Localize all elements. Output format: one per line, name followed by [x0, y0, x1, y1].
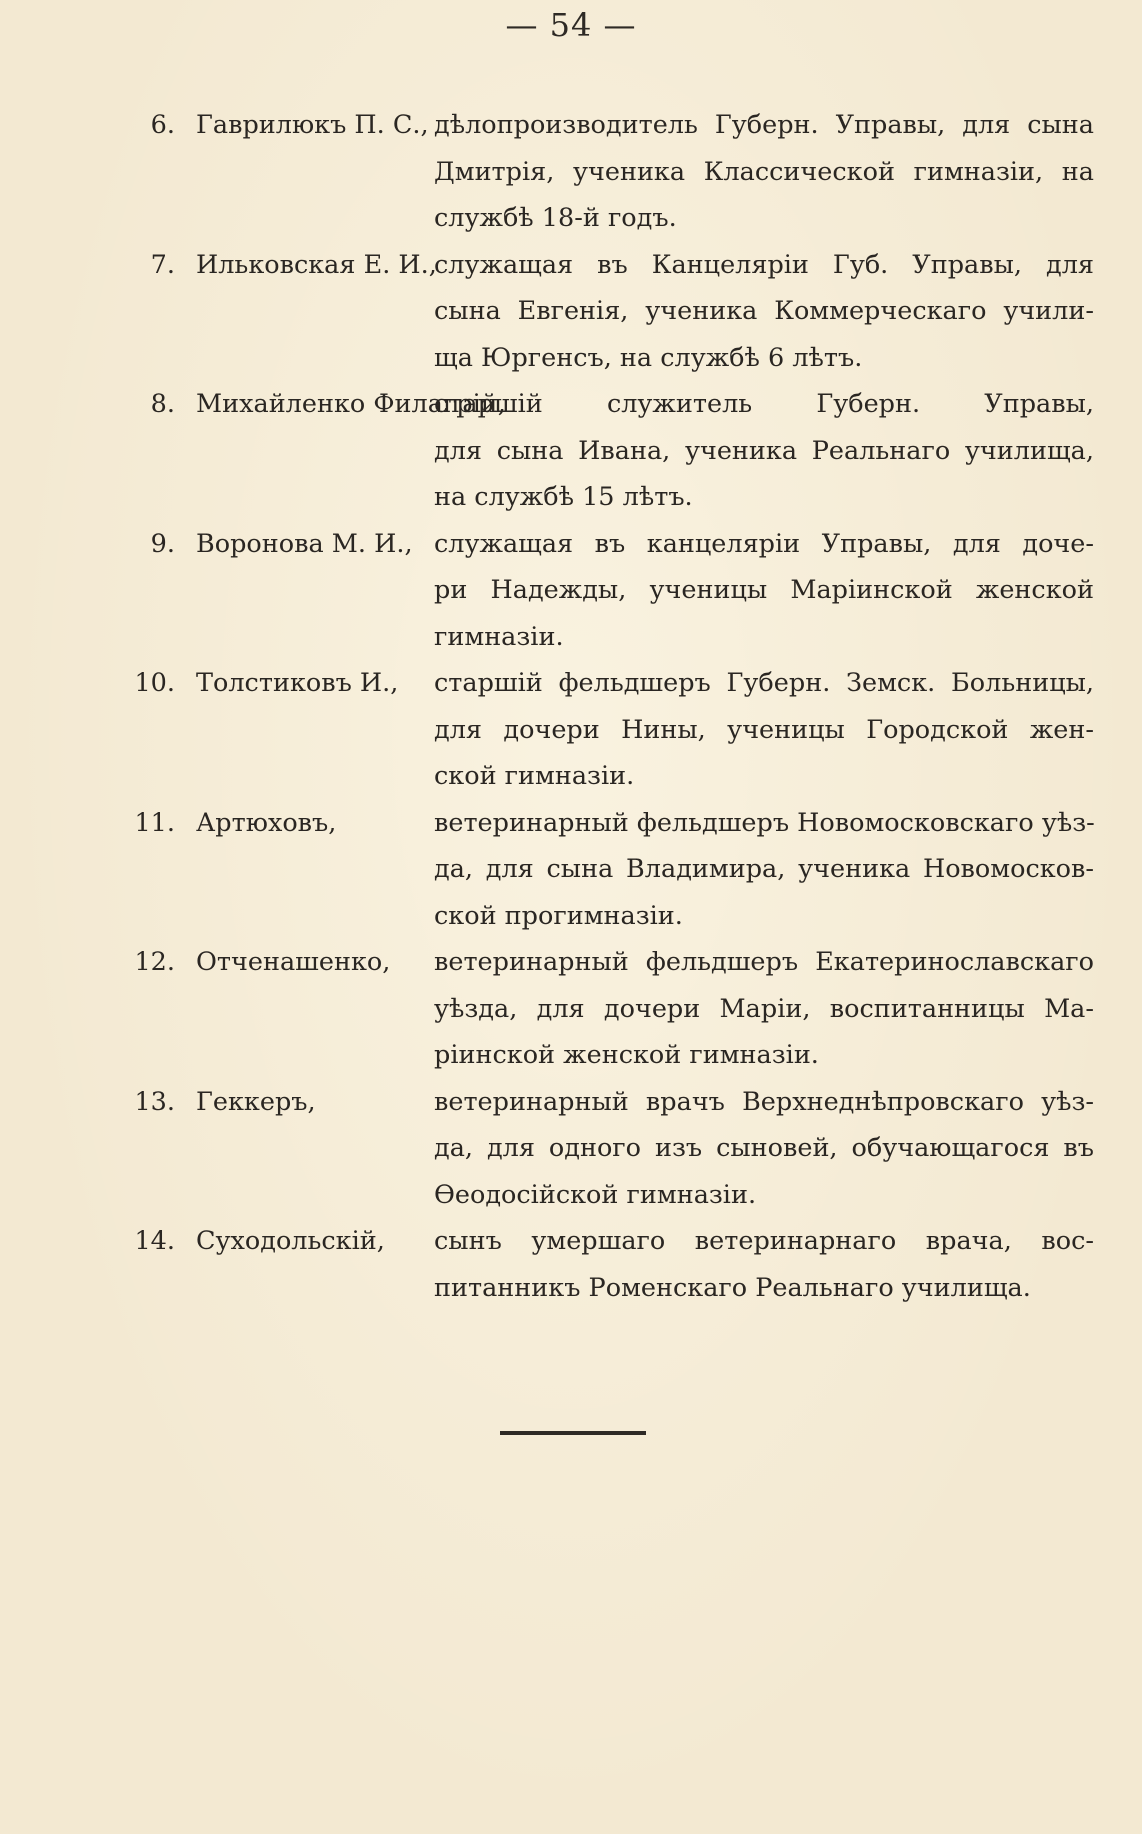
entry-line	[0, 428, 1142, 475]
entry-number: 10.	[134, 668, 175, 698]
entry-line	[0, 846, 1142, 893]
entry-line	[0, 474, 1142, 521]
entry-line	[0, 567, 1142, 614]
list-item	[0, 102, 1142, 242]
entry-line	[0, 521, 1142, 568]
list-item	[0, 660, 1142, 800]
list-item	[0, 381, 1142, 521]
entry-description: ри Надежды, ученицы Маріинской женской	[434, 575, 1094, 605]
entry-description: гимназіи.	[434, 621, 564, 652]
entry-line	[0, 1172, 1142, 1219]
entry-line	[0, 707, 1142, 754]
entry-number: 13.	[134, 1086, 175, 1117]
entry-description: для дочери Нины, ученицы Городской жен-	[434, 714, 1094, 745]
entry-name: Артюховъ,	[196, 807, 337, 838]
entry-number: 14.	[134, 1226, 175, 1256]
page-number: — 54 —	[505, 6, 637, 44]
entry-description: ріинской женской гимназіи.	[434, 1040, 819, 1070]
entry-name: Гаврилюкъ П. С.,	[196, 110, 429, 140]
entry-line	[0, 893, 1142, 940]
entry-line	[0, 800, 1142, 847]
entry-description: службѣ 18-й годъ.	[434, 203, 677, 233]
entry-description: старшій фельдшеръ Губерн. Земск. Больницы,	[434, 668, 1094, 698]
entry-line	[0, 939, 1142, 986]
closing-rule	[500, 1431, 646, 1435]
entry-description: дѣлопроизводитель Губерн. Управы, для сына	[434, 110, 1094, 140]
entry-description: ветеринарный фельдшеръ Екатеринославскаго	[434, 947, 1094, 977]
entry-description: ща Юргенсъ, на службѣ 6 лѣтъ.	[434, 342, 863, 373]
entry-line	[0, 381, 1142, 428]
entry-line	[0, 986, 1142, 1033]
entry-description: Дмитрія, ученика Классической гимназіи, на	[434, 156, 1094, 187]
entry-line	[0, 335, 1142, 382]
entry-name: Суходольскій,	[196, 1226, 385, 1256]
entry-line	[0, 660, 1142, 707]
entry-number: 11.	[134, 807, 175, 838]
entry-description: питанникъ Роменскаго Реальнаго училища.	[434, 1272, 1031, 1303]
entry-line	[0, 1265, 1142, 1312]
entry-line	[0, 288, 1142, 335]
entry-name: Ильковская Е. И.,	[196, 249, 437, 280]
entry-description: старшій служитель Губерн. Управы,	[434, 389, 1094, 419]
list-item	[0, 242, 1142, 382]
list-item	[0, 521, 1142, 661]
entry-line	[0, 1125, 1142, 1172]
list-item	[0, 800, 1142, 940]
entry-name: Михайленко Филагрій,	[196, 389, 506, 419]
list-item	[0, 939, 1142, 1079]
entry-description: служащая въ Канцеляріи Губ. Управы, для	[434, 249, 1094, 280]
entry-line	[0, 1218, 1142, 1265]
entry-description: ветеринарный фельдшеръ Новомосковскаго уѣз-	[434, 807, 1095, 838]
entry-line	[0, 195, 1142, 242]
entry-description: на службѣ 15 лѣтъ.	[434, 482, 693, 512]
entry-number: 12.	[134, 947, 175, 977]
entry-line	[0, 1079, 1142, 1126]
entry-name: Отченашенко,	[196, 947, 391, 977]
entry-line	[0, 753, 1142, 800]
entry-number: 8.	[150, 389, 175, 419]
entry-description: ской прогимназіи.	[434, 900, 683, 931]
entry-name: Воронова М. И.,	[196, 528, 413, 559]
entry-number: 7.	[150, 249, 175, 280]
list-item	[0, 1079, 1142, 1219]
entry-description: сынъ умершаго ветеринарнаго врача, вос-	[434, 1226, 1094, 1256]
entry-description: да, для сына Владимира, ученика Новомосков-	[434, 854, 1094, 884]
entries-list	[0, 102, 1142, 1311]
entry-line	[0, 614, 1142, 661]
entry-description: для сына Ивана, ученика Реальнаго училища,	[434, 435, 1094, 466]
entry-description: служащая въ канцеляріи Управы, для доче-	[434, 528, 1094, 559]
entry-description: ветеринарный врачъ Верхнеднѣпровскаго уѣз-	[434, 1086, 1094, 1117]
list-item	[0, 1218, 1142, 1311]
entry-description: уѣзда, для дочери Маріи, воспитанницы Ма-	[434, 993, 1094, 1024]
entry-line	[0, 242, 1142, 289]
entry-line	[0, 1032, 1142, 1079]
entry-number: 9.	[150, 528, 175, 559]
entry-description: да, для одного изъ сыновей, обучающагося въ	[434, 1133, 1094, 1163]
entry-number: 6.	[150, 110, 175, 140]
entry-name: Геккеръ,	[196, 1086, 316, 1117]
entry-description: ской гимназіи.	[434, 761, 635, 791]
entry-description: Ѳеодосійской гимназіи.	[434, 1179, 757, 1210]
entry-line	[0, 102, 1142, 149]
entry-line	[0, 149, 1142, 196]
entry-description: сына Евгенія, ученика Коммерческаго учили-	[434, 296, 1094, 326]
entry-name: Толстиковъ И.,	[196, 668, 399, 698]
